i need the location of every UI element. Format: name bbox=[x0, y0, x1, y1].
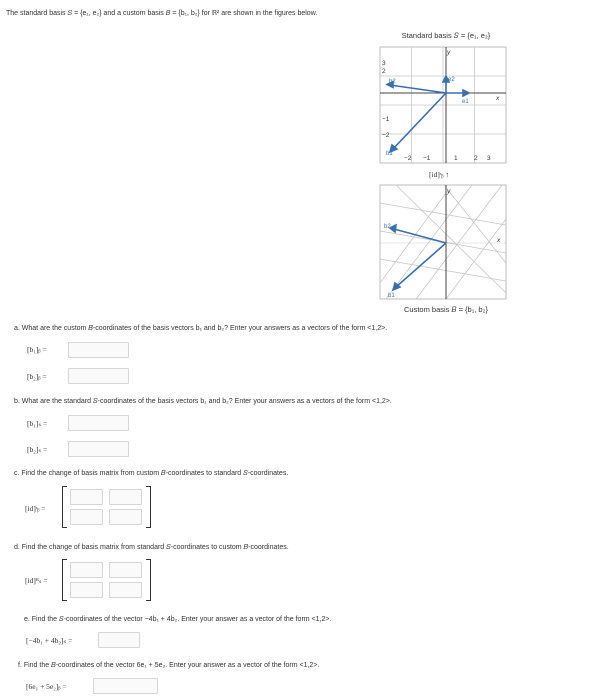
answer-b1-input[interactable] bbox=[68, 415, 129, 431]
label-idBS: [id]ᴮₛ = bbox=[25, 576, 48, 585]
question-d: d. Find the change of basis matrix from standard 𝑆-coordinates to custom 𝐵-coordinates. bbox=[14, 544, 289, 551]
label-b2-custom: b2 bbox=[384, 224, 391, 230]
axis-label-y: y bbox=[447, 49, 451, 56]
tick-y-2: 2 bbox=[382, 68, 386, 75]
matrix-c-input-22[interactable] bbox=[109, 509, 142, 525]
answer-a1-input[interactable] bbox=[68, 342, 129, 358]
label-b2-S: [b₂]ₛ = bbox=[27, 445, 48, 454]
answer-b2-input[interactable] bbox=[68, 441, 129, 457]
tick-x-neg1: −1 bbox=[423, 155, 431, 162]
label-b1-S: [b₁]ₛ = bbox=[27, 419, 48, 428]
matrix-c-bracket-right bbox=[146, 486, 151, 528]
intro-text: The standard basis 𝑆 = {e₁, e₂} and a custom basis 𝐵 = {b₁, b₂} for ℝ² are shown in the figures below. bbox=[6, 10, 318, 17]
figure-standard bbox=[376, 43, 512, 171]
question-c: c. Find the change of basis matrix from custom 𝐵-coordinates to standard 𝑆-coordinates. bbox=[14, 470, 289, 477]
label-e2: e2 bbox=[448, 77, 455, 83]
label-e1: e1 bbox=[462, 99, 469, 105]
label-idSB: [id]ˢᵦ = bbox=[25, 504, 46, 513]
matrix-d-bracket-left bbox=[62, 559, 67, 601]
tick-x-3: 3 bbox=[487, 155, 491, 162]
axis-label-x-custom: x bbox=[497, 237, 501, 244]
label-b2-B: [b₂]ᵦ = bbox=[27, 372, 47, 381]
axis-label-y-custom: y bbox=[447, 188, 451, 195]
tick-x-1: 1 bbox=[454, 155, 458, 162]
matrix-d-input-12[interactable] bbox=[109, 562, 142, 578]
label-b1-B: [b₁]ᵦ = bbox=[27, 345, 47, 354]
matrix-d-input-21[interactable] bbox=[70, 582, 103, 598]
tick-x-neg2: −2 bbox=[404, 155, 412, 162]
label-e: [−4b₁ + 4b₂]ₛ = bbox=[26, 636, 73, 645]
tick-x-2: 2 bbox=[474, 155, 478, 162]
label-b1-custom: b1 bbox=[388, 293, 395, 299]
answer-f-input[interactable] bbox=[93, 678, 158, 694]
figure-custom-title: Custom basis 𝐵 = {b₁, b₂} bbox=[403, 305, 488, 314]
figure-standard-title: Standard basis 𝑆 = {e₁, e₂} bbox=[401, 31, 491, 40]
axis-label-x: x bbox=[496, 95, 500, 102]
matrix-d-input-11[interactable] bbox=[70, 562, 103, 578]
matrix-c-input-21[interactable] bbox=[70, 509, 103, 525]
tick-y-neg1: −1 bbox=[382, 116, 390, 123]
matrix-c-input-11[interactable] bbox=[70, 489, 103, 505]
matrix-c-input-12[interactable] bbox=[109, 489, 142, 505]
tick-y-3: 3 bbox=[382, 60, 386, 67]
question-e: e. Find the 𝑆-coordinates of the vector −4b₁ + 4b₂. Enter your answer as a vector of the form <1,2>. bbox=[24, 616, 332, 623]
label-f: [6e₁ + 5e₂]ᵦ = bbox=[26, 682, 67, 691]
change-of-basis-arrow-label: [id]ˢᵦ ↑ bbox=[429, 170, 450, 179]
question-a: a. What are the custom 𝐵-coordinates of the basis vectors b₁ and b₂? Enter your answers as a vectors of the form <1,2>. bbox=[14, 325, 388, 332]
answer-a2-input[interactable] bbox=[68, 368, 129, 384]
label-b2: b2 bbox=[389, 79, 396, 85]
question-f: f. Find the 𝐵-coordinates of the vector 6e₁ + 5e₂. Enter your answer as a vector of the form <1,2>. bbox=[18, 662, 320, 669]
matrix-c-bracket-left bbox=[62, 486, 67, 528]
question-b: b. What are the standard 𝑆-coordinates of the basis vectors b₁ and b₂? Enter your answers as a vectors of the form <1,2>. bbox=[14, 398, 392, 405]
matrix-d-bracket-right bbox=[146, 559, 151, 601]
tick-y-neg2: −2 bbox=[382, 132, 390, 139]
answer-e-input[interactable] bbox=[98, 632, 140, 648]
matrix-d-input-22[interactable] bbox=[109, 582, 142, 598]
label-b1: b1 bbox=[386, 151, 393, 157]
figure-custom bbox=[376, 183, 512, 303]
